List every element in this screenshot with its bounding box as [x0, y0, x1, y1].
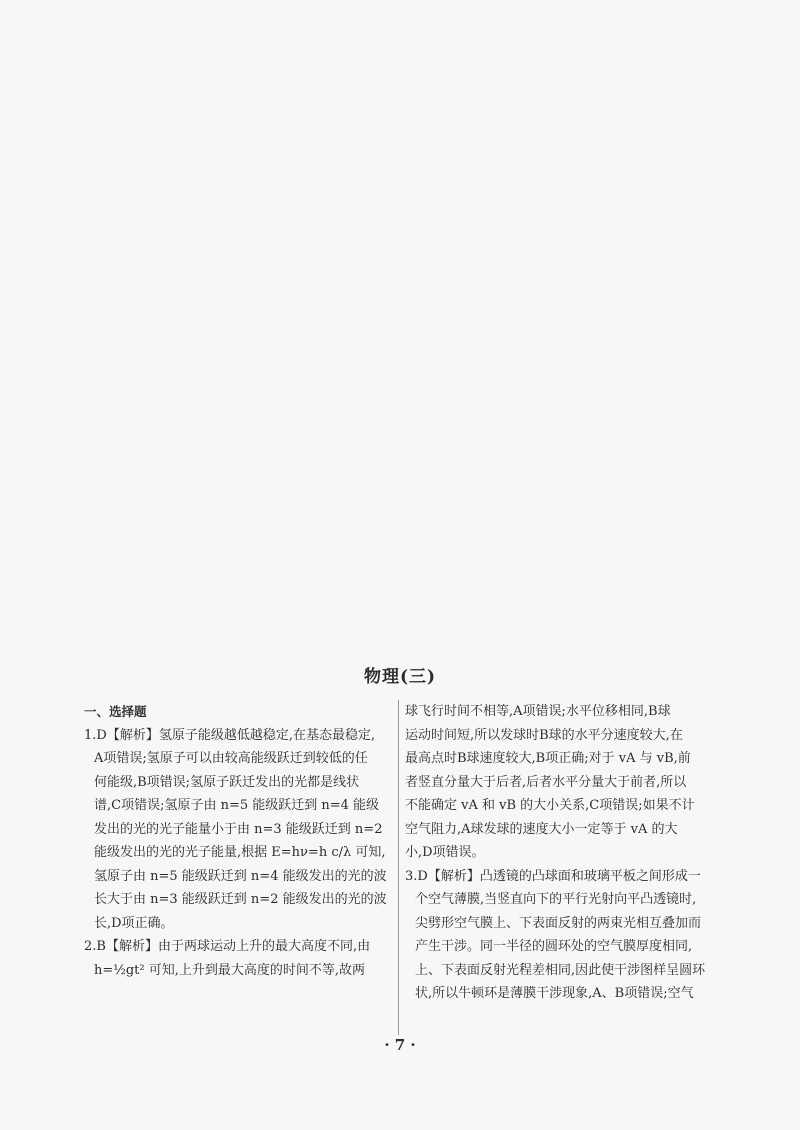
text-line: 谱,C项错误;氢原子由 n=5 能级跃迁到 n=4 能级 — [94, 798, 380, 813]
text-line: A项错误;氢原子可以由较高能级跃迁到较低的任 — [94, 751, 368, 766]
text-line: 尖劈形空气膜上、下表面反射的两束光相互叠加而 — [415, 915, 702, 931]
text-line: 者竖直分量大于后者,后者水平分量大于前者,所以 — [405, 774, 687, 790]
text-line: 最高点时B球速度较大,B项正确;对于 vA 与 vB,前 — [405, 751, 691, 766]
text-line: 运动时间短,所以发球时B球的水平分速度较大,在 — [405, 727, 683, 743]
page-title: 物理(三) — [363, 667, 437, 687]
text-line: h=½gt² 可知,上升到最大高度的时间不等,故两 — [94, 962, 366, 978]
column-divider — [398, 700, 399, 1035]
page-number: · 7 · — [384, 1036, 416, 1054]
section-heading: 一、选择题 — [84, 704, 147, 719]
text-line: 产生干涉。同一半径的圆环处的空气膜厚度相同, — [415, 939, 693, 954]
text-line: 2.B【解析】由于两球运动上升的最大高度不同,由 — [84, 939, 371, 954]
left-column — [84, 700, 394, 982]
text-line: 氢原子由 n=5 能级跃迁到 n=4 能级发出的光的波 — [94, 868, 387, 884]
text-line: 空气阻力,A球发球的速度大小一定等于 vA 的大 — [405, 821, 678, 837]
text-line: 长大于由 n=3 能级跃迁到 n=2 能级发出的光的波 — [94, 892, 387, 907]
text-line: 发出的光的光子能量小于由 n=3 能级跃迁到 n=2 — [94, 821, 383, 837]
text-line: 小,D项错误。 — [405, 845, 485, 860]
text-line: 何能级,B项错误;氢原子跃迁发出的光都是线状 — [94, 774, 360, 790]
text-line: 球飞行时间不相等,A项错误;水平位移相同,B球 — [405, 704, 671, 719]
text-line: 3.D【解析】凸透镜的凸球面和玻璃平板之间形成一 — [405, 868, 701, 884]
text-line: 上、下表面反射光程差相同,因此使干涉图样呈圆环 — [415, 962, 706, 978]
text-line: 个空气薄膜,当竖直向下的平行光射向平凸透镜时, — [415, 892, 697, 907]
text-line: 能级发出的光的光子能量,根据 E=hν=h c/λ 可知, — [94, 845, 386, 860]
text-line: 状,所以牛顿环是薄膜干涉现象,A、B项错误;空气 — [415, 986, 694, 1001]
text-line: 1.D【解析】氢原子能级越低越稳定,在基态最稳定, — [84, 727, 376, 743]
text-line: 长,D项正确。 — [94, 915, 174, 931]
right-column — [405, 700, 705, 1006]
text-line: 不能确定 vA 和 vB 的大小关系,C项错误;如果不计 — [405, 798, 695, 813]
